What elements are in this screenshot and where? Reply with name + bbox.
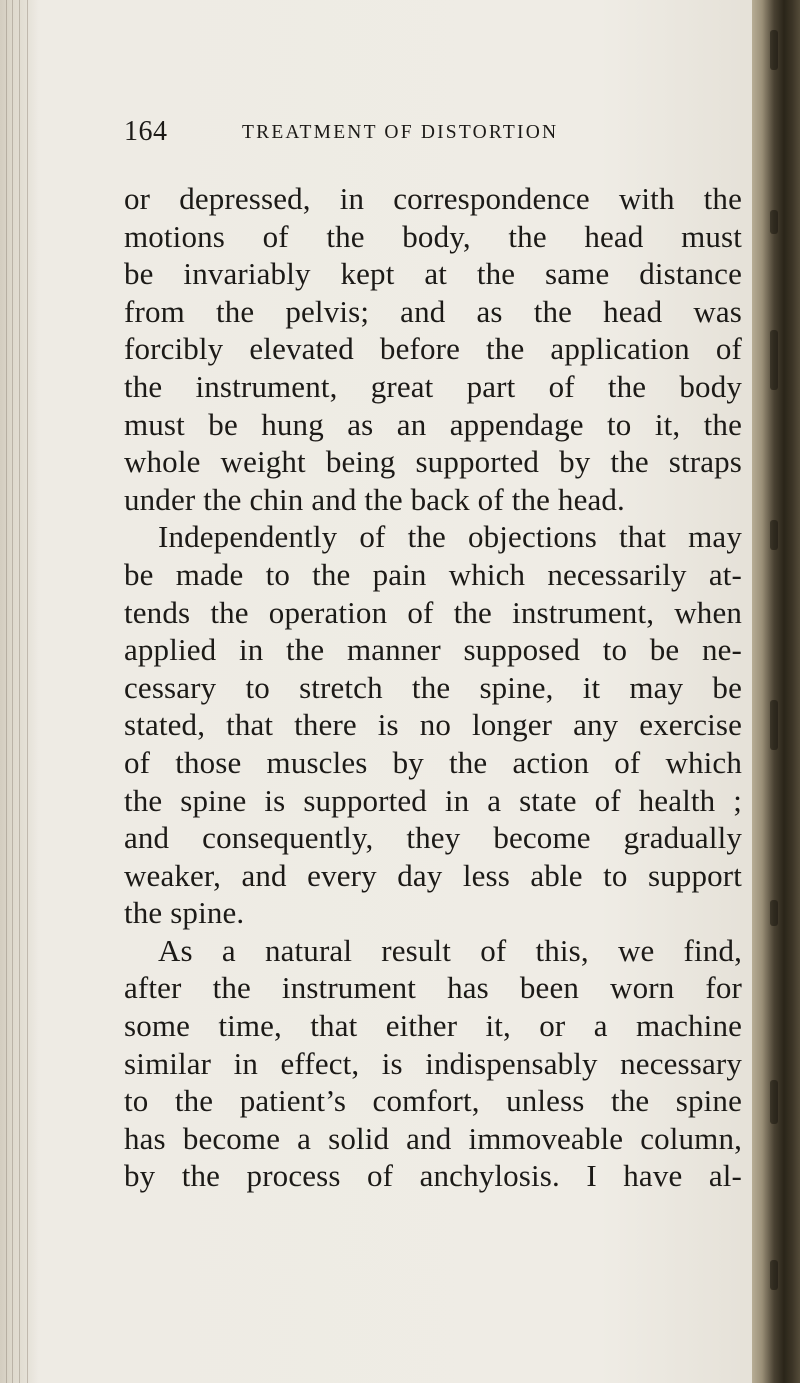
text-line: under the chin and the back of the head.: [124, 481, 625, 517]
text-line: the spine.: [124, 895, 245, 931]
text-line: the spine is supported in a state of health ;: [124, 782, 742, 818]
running-head: [124, 116, 684, 156]
page-number: 164: [124, 116, 168, 147]
text-line: after the instrument has been worn for: [124, 970, 742, 1006]
text-line: forcibly elevated before the application of: [124, 331, 742, 367]
body-text: [124, 180, 744, 1195]
text-line: has become a solid and immoveable column,: [124, 1120, 742, 1156]
left-page-edge: [0, 0, 38, 1383]
text-line: tends the operation of the instrument, when: [124, 594, 742, 630]
text-line: be invariably kept at the same distance: [124, 256, 742, 292]
text-line: similar in effect, is indispensably necessary: [124, 1045, 742, 1081]
text-line: applied in the manner supposed to be ne-: [124, 632, 742, 668]
text-line: or depressed, in correspondence with the: [124, 181, 742, 216]
text-line: by the process of anchylosis. I have al-: [124, 1158, 742, 1194]
text-line: of those muscles by the action of which: [124, 744, 742, 780]
paragraph-start-line: Independently of the objections that may: [158, 519, 742, 555]
paragraph-start-line: As a natural result of this, we find,: [158, 932, 742, 968]
text-line: be made to the pain which necessarily at-: [124, 556, 742, 592]
running-head-title: TREATMENT OF DISTORTION: [242, 122, 559, 143]
text-line: must be hung as an appendage to it, the: [124, 406, 742, 442]
text-line: whole weight being supported by the straps: [124, 444, 742, 480]
text-line: and consequently, they become gradually: [124, 820, 742, 856]
text-line: to the patient’s comfort, unless the spine: [124, 1083, 742, 1119]
text-line: from the pelvis; and as the head was: [124, 293, 742, 329]
text-line: motions of the body, the head must: [124, 218, 742, 254]
text-line: cessary to stretch the spine, it may be: [124, 669, 742, 705]
text-line: stated, that there is no longer any exercise: [124, 707, 742, 743]
text-line: some time, that either it, or a machine: [124, 1008, 742, 1044]
text-line: the instrument, great part of the body: [124, 368, 742, 404]
text-line: weaker, and every day less able to support: [124, 857, 742, 893]
book-binding-edge: [752, 0, 800, 1383]
